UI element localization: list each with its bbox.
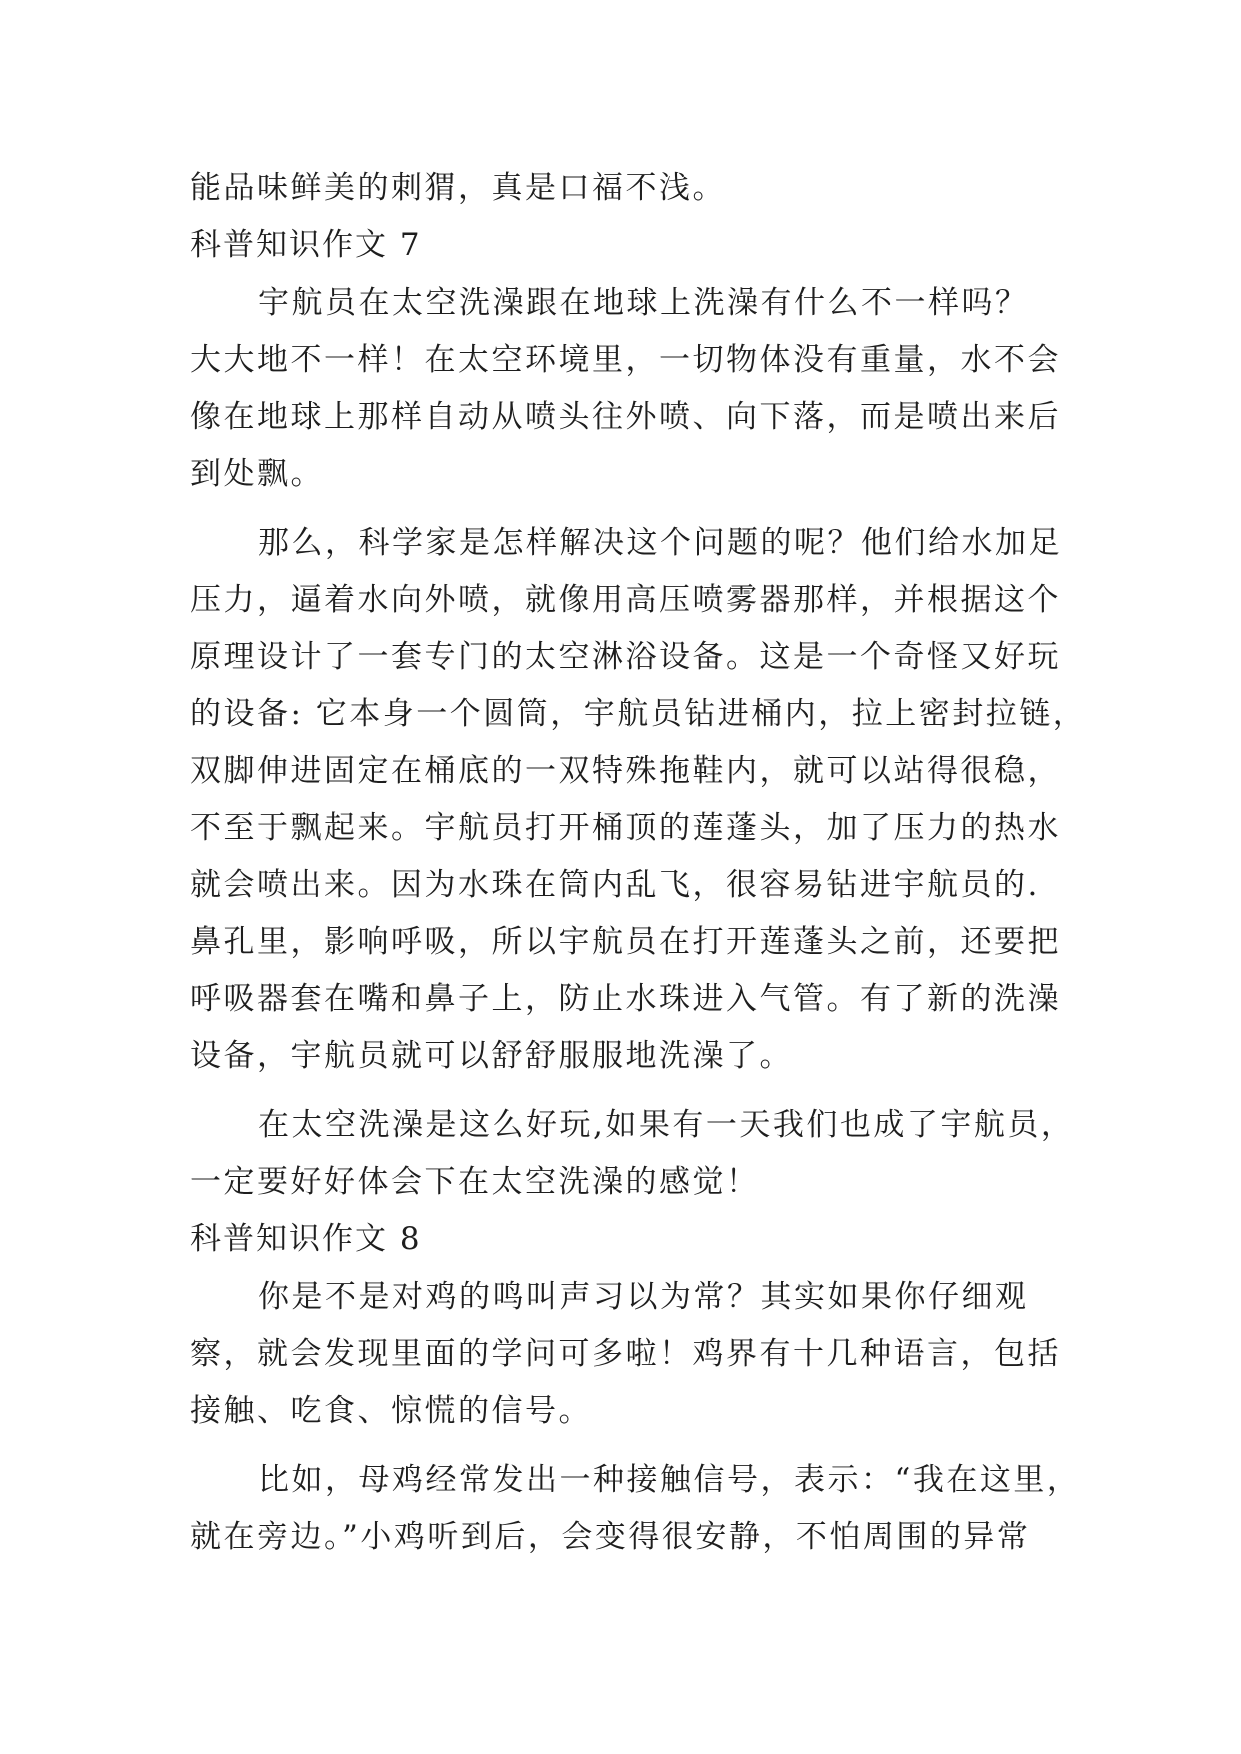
paragraph-line: 察，就会发现里面的学问可多啦！鸡界有十几种语言，包括 — [190, 1336, 1061, 1372]
paragraph-line: 接触、吃食、惊慌的信号。 — [190, 1393, 592, 1429]
paragraph-line: 那么，科学家是怎样解决这个问题的呢？他们给水加足 — [258, 525, 1062, 561]
paragraph-line: 就在旁边。”小鸡听到后，会变得很安静，不怕周围的异常 — [190, 1519, 1031, 1555]
paragraph-line: 像在地球上那样自动从喷头往外喷、向下落，而是喷出来后 — [190, 399, 1061, 435]
paragraph-line: 压力，逼着水向外喷，就像用高压喷雾器那样，并根据这个 — [190, 582, 1061, 618]
paragraph-spacer — [190, 503, 1050, 515]
paragraph-line: 能品味鲜美的刺猬，真是口福不浅。 — [190, 170, 726, 206]
paragraph-spacer — [190, 1085, 1050, 1097]
paragraph-line: 比如，母鸡经常发出一种接触信号，表示：“我在这里， — [258, 1462, 1081, 1498]
paragraph-line: 原理设计了一套专门的太空淋浴设备。这是一个奇怪又好玩 — [190, 639, 1061, 675]
paragraph-line: 一定要好好体会下在太空洗澡的感觉！ — [190, 1164, 760, 1200]
paragraph-line: 的设备: 它本身一个圆筒，宇航员钻进桶内，拉上密封拉链， — [190, 696, 1087, 732]
paragraph-line: 呼吸器套在嘴和鼻子上，防止水珠进入气管。有了新的洗澡 — [190, 981, 1061, 1017]
paragraph-line: 鼻孔里，影响呼吸，所以宇航员在打开莲蓬头之前，还要把 — [190, 924, 1061, 960]
section-heading: 科普知识作文 7 — [190, 227, 422, 263]
paragraph-line: 在太空洗澡是这么好玩,如果有一天我们也成了宇航员， — [258, 1107, 1075, 1143]
paragraph-line: 双脚伸进固定在桶底的一双特殊拖鞋内，就可以站得很稳， — [190, 753, 1061, 789]
paragraph-line: 到处飘。 — [190, 456, 324, 492]
document-body — [190, 160, 1087, 1566]
paragraph-line: 设备，宇航员就可以舒舒服服地洗澡了。 — [190, 1038, 793, 1074]
paragraph-line: 大大地不一样！在太空环境里，一切物体没有重量，水不会 — [190, 342, 1061, 378]
paragraph-line: 就会喷出来。因为水珠在筒内乱飞，很容易钻进宇航员的. — [190, 867, 1040, 903]
paragraph-spacer — [190, 1440, 1050, 1452]
section-heading: 科普知识作文 8 — [190, 1221, 422, 1257]
paragraph-line: 不至于飘起来。宇航员打开桶顶的莲蓬头，加了压力的热水 — [190, 810, 1061, 846]
paragraph-line: 你是不是对鸡的鸣叫声习以为常？其实如果你仔细观 — [258, 1279, 1029, 1315]
paragraph-line: 宇航员在太空洗澡跟在地球上洗澡有什么不一样吗？ — [258, 285, 1029, 321]
